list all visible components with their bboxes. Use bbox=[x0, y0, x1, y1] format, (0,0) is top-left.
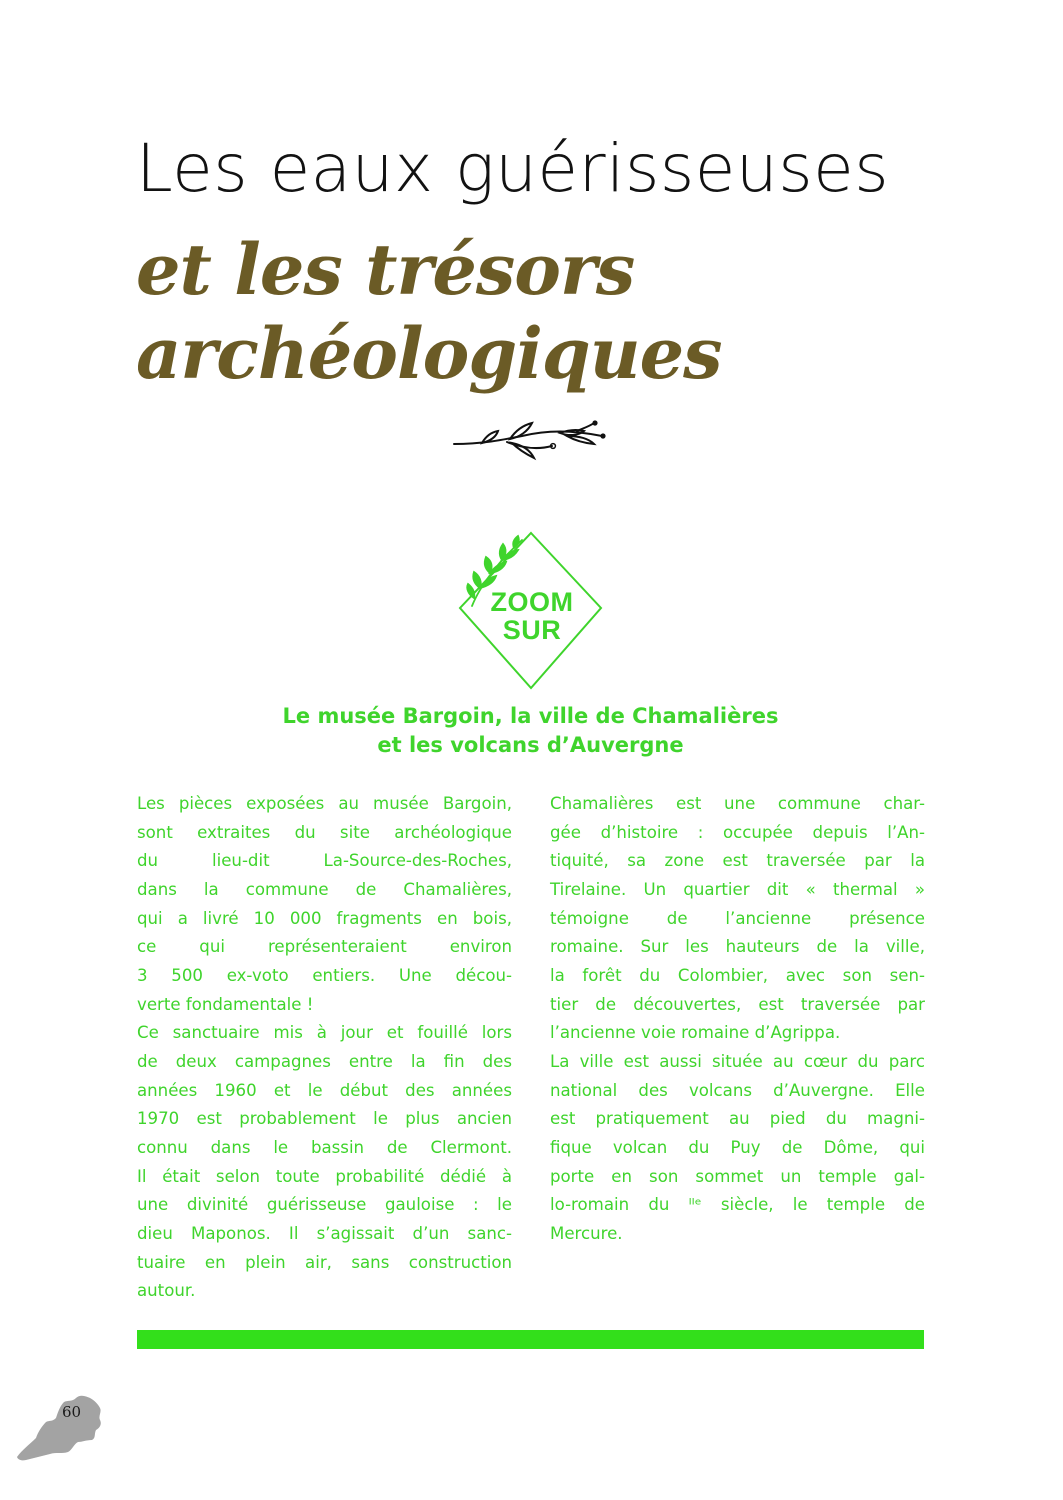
text-line: du lieu-dit La-Source-des-Roches, bbox=[137, 851, 512, 871]
page-number: 60 bbox=[62, 1403, 82, 1421]
text-line: porte en son sommet un temple gal- bbox=[550, 1166, 925, 1186]
text-line: gée d’histoire : occupée depuis l’An- bbox=[550, 822, 925, 842]
text-line: ce qui représenteraient environ bbox=[137, 937, 512, 957]
text-line: Il était selon toute probabilité dédié à bbox=[137, 1166, 512, 1186]
text-line: Les pièces exposées au musée Bargoin, bbox=[137, 794, 512, 813]
section-subtitle bbox=[137, 702, 924, 760]
text-line: dieu Maponos. Il s’agissait d’un sanc- bbox=[137, 1223, 512, 1243]
text-line: sont extraites du site archéologique bbox=[137, 822, 512, 842]
text-column-left bbox=[137, 790, 512, 1306]
text-line: qui a livré 10 000 fragments en bois, bbox=[137, 908, 512, 928]
text-line: Mercure. bbox=[550, 1223, 623, 1243]
zoom-badge-line-2: SUR bbox=[502, 615, 562, 645]
subtitle-line-2: et les volcans d’Auvergne bbox=[377, 733, 684, 757]
text-line: une divinité guérisseuse gauloise : le bbox=[137, 1195, 512, 1215]
text-line: Chamalières est une commune char- bbox=[550, 794, 925, 813]
text-line: dans la commune de Chamalières, bbox=[137, 879, 512, 899]
subtitle-line-1: Le musée Bargoin, la ville de Chamalières bbox=[282, 704, 779, 728]
text-line: témoigne de l’ancienne présence bbox=[550, 908, 925, 928]
auvergne-map-icon bbox=[12, 1382, 108, 1462]
text-column-right bbox=[550, 790, 925, 1249]
text-line: tier de découvertes, est traversée par bbox=[550, 994, 925, 1014]
zoom-sur-badge bbox=[450, 528, 610, 693]
title-line-3: archéologiques bbox=[136, 312, 722, 395]
text-line: fique volcan du Puy de Dôme, qui bbox=[550, 1137, 925, 1157]
text-line: la forêt du Colombier, avec son sen- bbox=[550, 965, 925, 985]
leaf-branch-icon bbox=[452, 418, 612, 462]
text-line: 1970 est probablement le plus ancien bbox=[137, 1109, 512, 1129]
text-line: lo-romain du ᴵᴵᵉ siècle, le temple de bbox=[550, 1195, 925, 1215]
text-line: tuaire en plein air, sans construction bbox=[137, 1252, 512, 1272]
text-line: années 1960 et le début des années bbox=[137, 1080, 512, 1100]
text-line: La ville est aussi située au cœur du parc bbox=[550, 1051, 925, 1071]
title-line-1: Les eaux guérisseuses bbox=[136, 130, 890, 207]
text-line: de deux campagnes entre la fin des bbox=[137, 1051, 512, 1071]
text-line: romaine. Sur les hauteurs de la ville, bbox=[550, 937, 925, 957]
text-line: Ce sanctuaire mis à jour et fouillé lors bbox=[137, 1023, 512, 1043]
text-line: autour. bbox=[137, 1281, 196, 1301]
title-line-2: et les trésors bbox=[136, 228, 635, 311]
text-line: connu dans le bassin de Clermont. bbox=[137, 1137, 512, 1157]
text-line: Tirelaine. Un quartier dit « thermal » bbox=[550, 879, 925, 899]
text-line: l’ancienne voie romaine d’Agrippa. bbox=[550, 1023, 841, 1043]
text-line: tiquité, sa zone est traversée par la bbox=[550, 851, 925, 871]
text-line: verte fondamentale ! bbox=[137, 994, 314, 1014]
text-line: est pratiquement au pied du magni- bbox=[550, 1109, 925, 1129]
text-line: national des volcans d’Auvergne. Elle bbox=[550, 1080, 925, 1100]
text-line: 3 500 ex-voto entiers. Une décou- bbox=[137, 965, 512, 985]
zoom-badge-line-1: ZOOM bbox=[490, 587, 574, 617]
section-end-bar bbox=[137, 1330, 924, 1349]
